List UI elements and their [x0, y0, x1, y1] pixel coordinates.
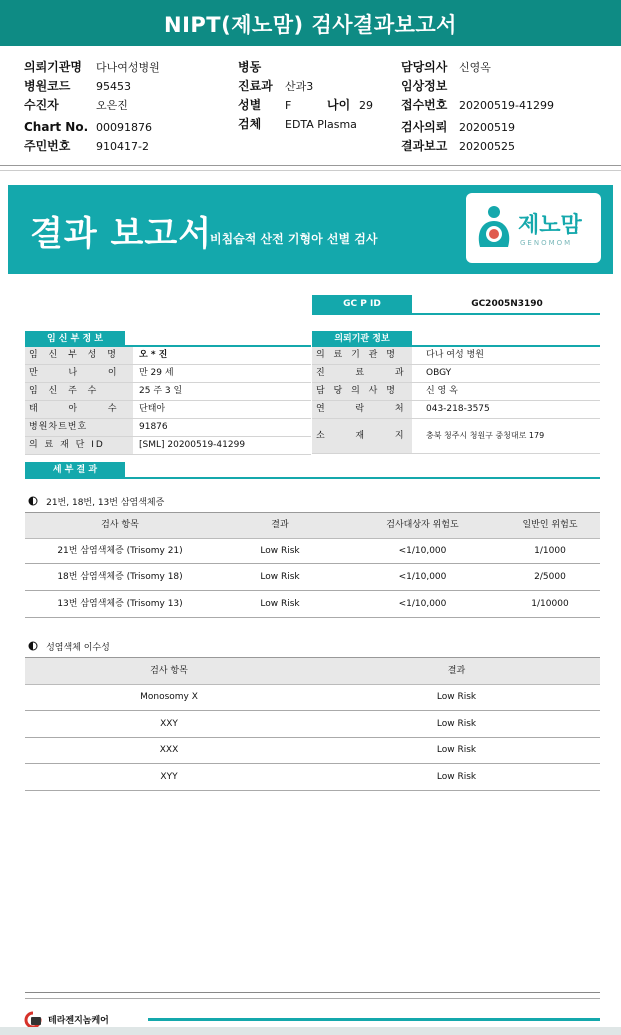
- table-cell: Low Risk: [436, 692, 477, 702]
- info-value: 오 * 진: [139, 350, 168, 360]
- header-value: 오은진: [96, 99, 128, 112]
- header-label: Chart No.: [24, 120, 89, 134]
- header-value: 00091876: [96, 121, 152, 134]
- table-row: [25, 591, 600, 618]
- info-value: 충북 청주시 청원구 중청대로 179: [426, 431, 545, 440]
- header-label: 수진자: [24, 98, 59, 112]
- header-value: EDTA Plasma: [285, 118, 357, 131]
- report-subtitle: 비침습적 산전 기형아 선별 검사: [210, 232, 378, 246]
- table-cell: Monosomy X: [140, 692, 198, 702]
- header-col3: [401, 56, 554, 154]
- header-col2: [238, 56, 373, 132]
- table-cell: 1/10000: [531, 599, 569, 609]
- info-key: 병원차트번호: [25, 419, 133, 436]
- table-row: [25, 538, 600, 564]
- table-row: [25, 684, 600, 711]
- clinic-info-table: [312, 347, 600, 454]
- header-label: 검체: [238, 117, 262, 131]
- info-value: 신 영 옥: [426, 386, 458, 396]
- table-cell: Low Risk: [260, 599, 300, 609]
- info-row: [312, 365, 600, 383]
- info-row: [25, 383, 311, 401]
- info-row: [25, 401, 311, 419]
- table-row: [25, 564, 600, 591]
- divider: [0, 170, 621, 171]
- header-value: 신영옥: [459, 61, 491, 74]
- table-cell: Low Risk: [260, 546, 300, 556]
- footer-bar: [148, 1018, 600, 1021]
- table-row: [25, 738, 600, 764]
- table-row: [25, 711, 600, 738]
- half-circle-icon: [28, 641, 38, 651]
- age-label: 나이: [327, 98, 351, 112]
- info-value: 25 주 3 일: [139, 386, 183, 396]
- table-row: [25, 764, 600, 791]
- table-cell: Low Risk: [436, 772, 477, 782]
- header-label: 결과보고: [401, 139, 448, 153]
- header-label: 담당의사: [401, 60, 448, 74]
- pregnant-info-tab: 임 신 부 정 보: [25, 331, 125, 347]
- info-row: [312, 419, 600, 454]
- gcpid-value: GC2005N3190: [471, 299, 543, 309]
- info-row: [312, 347, 600, 365]
- header-label: 병원코드: [24, 79, 71, 93]
- info-row: [312, 401, 600, 419]
- info-key: 의 료 재 단 ID: [25, 437, 133, 454]
- info-key: 연 락 처: [312, 401, 412, 418]
- header-cell: 검사 항목: [150, 666, 188, 676]
- info-row: [25, 419, 311, 437]
- footer-divider: [25, 992, 600, 993]
- gcpid-label: GC P ID: [312, 295, 412, 313]
- document-title: NIPT(제노맘) 검사결과보고서: [0, 0, 621, 46]
- table-cell: <1/10,000: [398, 599, 447, 609]
- info-key: 만 나 이: [25, 365, 133, 382]
- info-value: 단태아: [139, 404, 166, 414]
- info-value: OBGY: [426, 368, 452, 378]
- header-cell: 검사대상자 위험도: [386, 520, 459, 530]
- table-cell: XXY: [160, 719, 178, 729]
- table-cell: <1/10,000: [398, 572, 447, 582]
- trisomy-subtitle: [28, 490, 164, 509]
- header-label: 임상정보: [401, 79, 448, 93]
- logo-subtext: GENOMOM: [520, 239, 573, 247]
- info-row: [25, 347, 311, 365]
- table-cell: <1/10,000: [398, 546, 447, 556]
- sex-table-header: [25, 657, 600, 685]
- age-value: 29: [359, 99, 373, 112]
- header-cell: 결과: [447, 666, 466, 676]
- table-cell: 21번 삼염색체증 (Trisomy 21): [57, 546, 183, 556]
- header-label: 진료과: [238, 79, 273, 93]
- info-value: 043-218-3575: [426, 404, 490, 414]
- header-value: 910417-2: [96, 140, 149, 153]
- info-key: 담 당 의 사 명: [312, 383, 412, 400]
- table-cell: 2/5000: [534, 572, 566, 582]
- header-value: 20200519: [459, 121, 515, 134]
- section-line: [25, 477, 600, 479]
- pregnant-info-table: [25, 347, 311, 455]
- info-key: 임 신 부 성 명: [25, 347, 133, 364]
- clinic-info-tab: 의뢰기관 정보: [312, 331, 412, 347]
- info-value: [SML] 20200519-41299: [139, 440, 246, 450]
- header-value: 20200525: [459, 140, 515, 153]
- footer-divider: [25, 998, 600, 999]
- header-cell: 검사 항목: [101, 520, 139, 530]
- info-row: [25, 437, 311, 455]
- header-value: 95453: [96, 80, 131, 93]
- logo-text: 제노맘: [518, 213, 582, 238]
- header-info: [0, 46, 621, 164]
- header-cell: 일반인 위험도: [522, 520, 578, 530]
- sex-subtitle: [28, 635, 110, 654]
- info-value: 다나 여성 병원: [426, 350, 484, 360]
- info-row: [25, 365, 311, 383]
- header-label: 성별: [238, 98, 262, 112]
- sex-title: 성염색체 이수성: [46, 643, 110, 653]
- details-tab: 세 부 결 과: [25, 462, 125, 478]
- table-cell: Low Risk: [436, 745, 477, 755]
- mother-baby-icon: [474, 203, 514, 253]
- report-title: 결과 보고서: [30, 214, 213, 254]
- info-key: 임 신 주 수: [25, 383, 133, 400]
- table-cell: XYY: [160, 772, 178, 782]
- table-cell: 13번 삼염색체증 (Trisomy 13): [57, 599, 183, 609]
- table-cell: 18번 삼염색체증 (Trisomy 18): [57, 572, 183, 582]
- info-key: 소 재 지: [312, 419, 412, 453]
- info-key: 진 료 과: [312, 365, 412, 382]
- table-cell: Low Risk: [436, 719, 477, 729]
- trisomy-table-header: [25, 512, 600, 539]
- header-cell: 결과: [271, 520, 289, 530]
- info-key: 태 아 수: [25, 401, 133, 418]
- footer-brand: 테라젠지놈케어: [48, 1016, 109, 1026]
- info-key: 의 료 기 관 명: [312, 347, 412, 364]
- header-value: 20200519-41299: [459, 99, 554, 112]
- table-cell: 1/1000: [534, 546, 566, 556]
- theragen-logo-icon: [22, 1011, 44, 1027]
- bottom-strip: [0, 1027, 621, 1035]
- info-row: [312, 383, 600, 401]
- trisomy-title: 21번, 18번, 13번 삼염색체증: [46, 498, 165, 508]
- header-label: 검사의뢰: [401, 120, 448, 134]
- header-value: 산과3: [285, 80, 314, 93]
- half-circle-icon: [28, 496, 38, 506]
- header-label: 병동: [238, 60, 262, 74]
- table-cell: Low Risk: [260, 572, 300, 582]
- header-value: F: [285, 99, 292, 112]
- header-label: 의뢰기관명: [24, 60, 82, 74]
- divider: [0, 165, 621, 166]
- header-label: 접수번호: [401, 98, 448, 112]
- header-value: 다나여성병원: [96, 61, 160, 74]
- info-value: 91876: [139, 422, 168, 432]
- info-value: 만 29 세: [139, 368, 174, 378]
- table-cell: XXX: [159, 745, 179, 755]
- header-label: 주민번호: [24, 139, 71, 153]
- header-col1: [24, 56, 160, 154]
